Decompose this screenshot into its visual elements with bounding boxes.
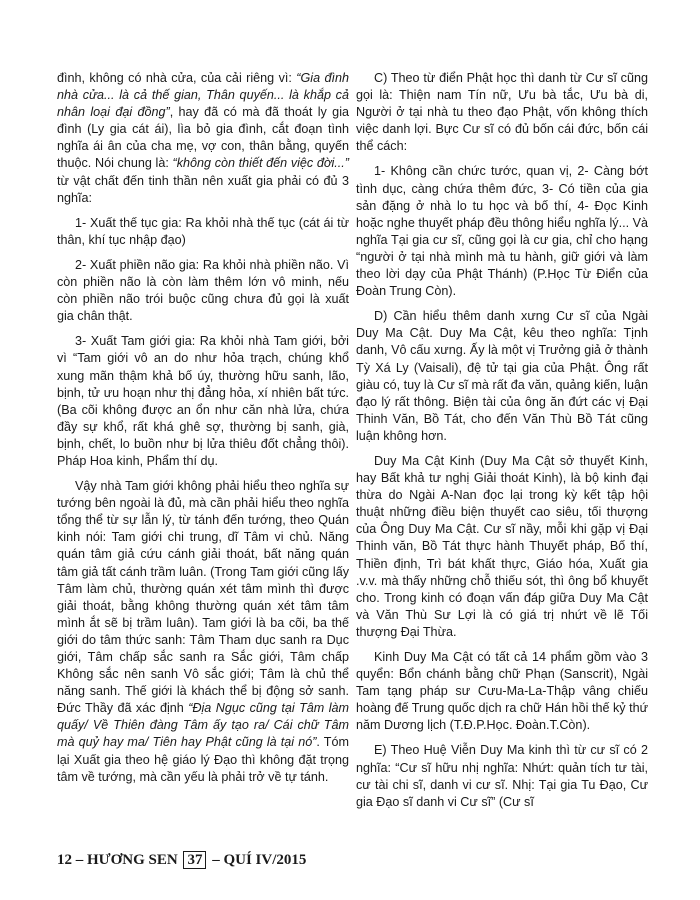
- quote: “không còn thiết đến việc đời...”: [172, 156, 349, 171]
- paragraph: C) Theo từ điển Phật học thì danh từ Cư sĩ cũng gọi là: Thiện nam Tín nữ, Ưu bà tắc, Ưu bà di, Người ở tại nhà tu theo đạo Phật, vốn không thích việc danh lợi. Bực Cư sĩ có đủ bốn cái đức, bốn cái thể cách:: [356, 71, 648, 154]
- paragraph: 2- Xuất phiền não gia: Ra khỏi nhà phiền não. Vì còn phiền não là còn làm thêm lớn vô minh, nếu còn phiền não trói buộc cũng chưa đủ gọi là xuất gia chân thật.: [57, 257, 349, 324]
- paragraph: Kinh Duy Ma Cật có tất cả 14 phẩm gồm vào 3 quyển: Bổn chánh bằng chữ Phạn (Sanscrit), Ngài Tam tạng pháp sư Cưu-Ma-La-Thập vâng chiếu hoàng đế Trung quốc dịch ra chữ Hán hồi thế kỷ thứ năm Dương lịch (T.Đ.P.Học. Đoàn.T.Còn).: [356, 650, 649, 733]
- paragraph: 1- Xuất thế tục gia: Ra khỏi nhà thế tục (cát ái từ thân, khí tục nhập đạo): [57, 215, 349, 247]
- text: . Tóm lại Xuất gia theo hệ giáo lý Đạo thì không đặt trọng tâm về tướng, mà cần yếu là phải trở về tự tánh.: [57, 735, 349, 784]
- footer-quarter: – QUÍ IV/2015: [212, 852, 307, 868]
- paragraph: [57, 70, 349, 207]
- page-footer: [57, 852, 306, 869]
- text: đình, không có nhà cửa, của cải riêng vì:: [57, 71, 297, 85]
- paragraph: D) Cần hiểu thêm danh xưng Cư sĩ của Ngài Duy Ma Cật. Duy Ma Cật, kêu theo nghĩa: Tịnh danh, Vô cấu xưng. Ấy là một vị Trưởng giả ở thành Tỳ Xá Ly (Vaisali), đệ tử tại gia của Phật. Ông rất giàu có, tuy là Cư sĩ mà rất đa văn, quảng kiến, luận đạo lý rất thông. Biện tài của ông ăn đứt các vị Đại Thinh Văn, Bồ Tát, cho đến Văn Thù Bồ Tát cũng luận không hơn.: [356, 309, 648, 443]
- right-column: [356, 70, 648, 819]
- paragraph: 3- Xuất Tam giới gia: Ra khỏi nhà Tam giới, bởi vì “Tam giới vô an do như hỏa trạch, chúng khổ xung mãn thậm khả bố úy, thường hữu sanh, lão, bịnh, tử ưu hoạn như thị đẳng hỏa, xí nhiên bất tức. (Ba cõi không được an ổn như căn nhà lửa, chứa đầy sự khổ, rất khá ghê sợ, thường bị sanh, già, bịnh, chết, lo buồn như bị lửa thiêu đốt chẳng thôi). Pháp Hoa kinh, Phẩm thí dụ.: [57, 334, 349, 468]
- text: Vậy nhà Tam giới không phải hiểu theo nghĩa sự tướng bên ngoài là đủ, mà cần phải hiểu theo nghĩa tổng thể từ sự lẫn lý, từ tánh đến tướng, theo Quán kinh nói: Tam giới chi trung, dĩ Tâm vi chủ. Năng quán tâm giả cứu cánh giải thoát, bất năng quán tâm giả tất cánh trầm luân. (Trong Tam giới cũng lấy Tâm làm chủ, thường quán xét tâm mình thì được giải thoát, bằng không thường quán xét tâm tâm mình ắt sẽ bị trầm luân). Tam giới là ba cõi, ba thế giới do tâm thức sanh: Tâm Tham dục sanh ra Dục giới, Tâm chấp sắc sanh ra Sắc giới, Tâm chấp Không sắc nên sanh Vô sắc giới; Tâm là chủ thể năng sanh. Thế giới là khách thể bị động sở sanh. Đức Thầy đã xác định: [57, 479, 349, 716]
- paragraph: E) Theo Huệ Viễn Duy Ma kinh thì từ cư sĩ có 2 nghĩa: “Cư sĩ hữu nhị nghĩa: Nhứt: quản tích tư tài, cư tài chi sĩ, danh vi cư sĩ. Nhị: Tại gia Tu Đạo, Cư gia Đạo sĩ danh vi Cư sĩ” (Cư sĩ: [356, 743, 648, 809]
- quote: “Địa Ngục cũng tại Tâm làm quấy/ Về Thiên đàng Tâm ấy tạo ra/ Cái chữ Tâm mà quỷ hay ma/ Tiên hay Phật cũng là tại nó”: [57, 701, 349, 750]
- issue-number: 37: [183, 851, 206, 869]
- text: , hay đã có mà đã thoát ly gia đình (Ly gia cát ái), lìa bỏ gia đình, cắt đoạn tình nghĩa ái ân của cha mẹ, vợ con, thân bằng, quyến thuộc. Nói chung là:: [57, 105, 349, 171]
- paragraph: 1- Không cần chức tước, quan vị, 2- Càng bớt tình dục, càng chứa thêm đức, 3- Có tiền của gia sản đặng ở nhà lo tu học và bố thí, 4- Đọc Kinh hoặc nghe thuyết pháp đều thông hiểu nghĩa lý... Và nghĩa Tại gia cư sĩ, cũng gọi là cư gia, chỉ cho hạng “người ở tại nhà mình mà tu hành, giữ giới và làm theo lời dạy của Phật Thánh) (P.Học Từ Điển của Đoàn Trung Còn).: [356, 164, 648, 299]
- text: từ vật chất đến tinh thần nên xuất gia phải có đủ 3 nghĩa:: [57, 173, 349, 205]
- quote: “Gia đình nhà cửa... là cả thế gian, Thân quyến... là khắp cả nhân loại đại đồng”: [57, 71, 349, 120]
- left-column: [57, 70, 349, 794]
- footer-page: 12 – HƯƠNG SEN: [57, 852, 178, 868]
- paragraph: Duy Ma Cật Kinh (Duy Ma Cật sở thuyết Kinh, hay Bất khả tư nghị Giải thoát Kinh), là bộ kinh đại thừa do Ngài A-Nan đọc lại trong kỳ kết tập hội thuật những điều biện thuyết cao siêu, tối thượng của Ông Duy Ma Cật. Cư sĩ nầy, mỗi khi gặp vị Đại Thinh văn, Bồ Tát thực hành Thuyết pháp, Bố thí, Thiền định, Trì bát khất thực, Giáo hóa, Xuất gia .v.v. mà thấy những chỗ thiếu sót, thì ông bổ khuyết cho. Trong kinh có đoạn vấn đáp giữa Duy Ma Cật và Văn Thù Sư Lợi là có giá trị nhứt về lẽ Tối thượng Đại Thừa.: [356, 453, 648, 639]
- paragraph: [57, 478, 349, 786]
